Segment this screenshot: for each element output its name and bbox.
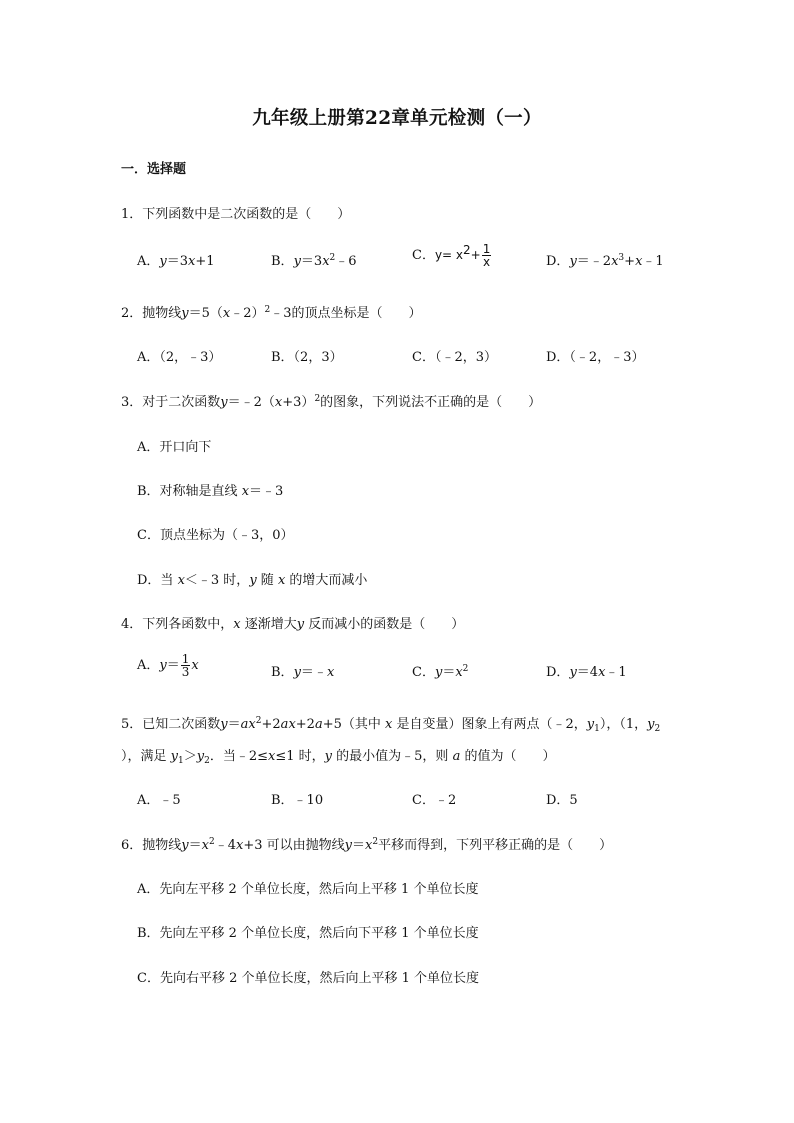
q1-option-d: D．$y=﹣2x^3+x﹣1$ [546,253,664,269]
q1-option-a: A．y＝3x+1 [137,254,215,269]
question-5-stem-line-1: 5．已知二次函数$y=ax^2+2ax+2a+5$（其中 x 是自变量）图象上有两点（﹣2，$y_1$），（1，$y_2$ [121,716,661,734]
question-4-stem: 4．下列各函数中，x 逐渐增大y 反而减小的函数是（ ） [121,617,465,632]
question-2-stem: 2．抛物线y＝5（x﹣2）$^2$﹣3的顶点坐标是（ ） [121,305,422,321]
q6-option-b: B．先向左平移 2 个单位长度，然后向下平移 1 个单位长度 [137,926,479,941]
q4-option-a: A．y＝ $\frac{1}{3}$ x [137,652,199,679]
q2-option-d: D．（﹣2，﹣3） [546,350,645,365]
q1-option-c: C．$y= x^2+$ $\frac{1}{x}$ [412,242,491,269]
section-heading: 一．选择题 [121,162,187,177]
q5-option-a: A．﹣5 [137,793,181,808]
q3-option-a: A．开口向下 [137,440,212,455]
q5-option-b: B．﹣10 [271,793,324,808]
question-3-stem: 3．对于二次函数$y=﹣2(x+3)^2$的图象，下列说法不正确的是（ ） [121,394,542,410]
q2-option-b: B．（2，3） [271,350,343,365]
question-5-stem-line-2: ），满足 $y_1>y_2$．当﹣2≤x≤1 时，y 的最小值为﹣5，则 a 的值为（ ） [121,749,556,766]
q6-option-c: C．先向右平移 2 个单位长度，然后向上平移 1 个单位长度 [137,971,480,986]
q4-option-d: D．y＝4x﹣1 [546,665,627,680]
q2-option-c: C．（﹣2，3） [412,350,497,365]
q6-option-a: A．先向左平移 2 个单位长度，然后向上平移 1 个单位长度 [137,882,479,897]
q3-option-b: B．对称轴是直线 x＝﹣3 [137,484,284,499]
q1-option-b: B．$y=3x^2﹣6$ [271,253,357,269]
q3-option-d: D．当 x＜﹣3 时，y 随 x 的增大而减小 [137,573,368,588]
q2-option-a: A．（2，﹣3） [137,350,222,365]
page-title: 九年级上册第22章单元检测（一） [252,108,542,129]
q3-option-c: C．顶点坐标为（﹣3，0） [137,528,294,543]
question-6-stem: 6．抛物线$y=x^2﹣4x+3$ 可以由抛物线$y=x^2$平移而得到，下列平移正确的是（ ） [121,837,613,853]
question-1-stem: 1．下列函数中是二次函数的是（ ） [121,207,351,222]
q4-option-b: B．y＝﹣x [271,665,335,680]
q5-option-c: C．﹣2 [412,793,457,808]
q5-option-d: D．5 [546,793,578,808]
q4-option-c: C．$y=x^2$ [412,664,469,680]
